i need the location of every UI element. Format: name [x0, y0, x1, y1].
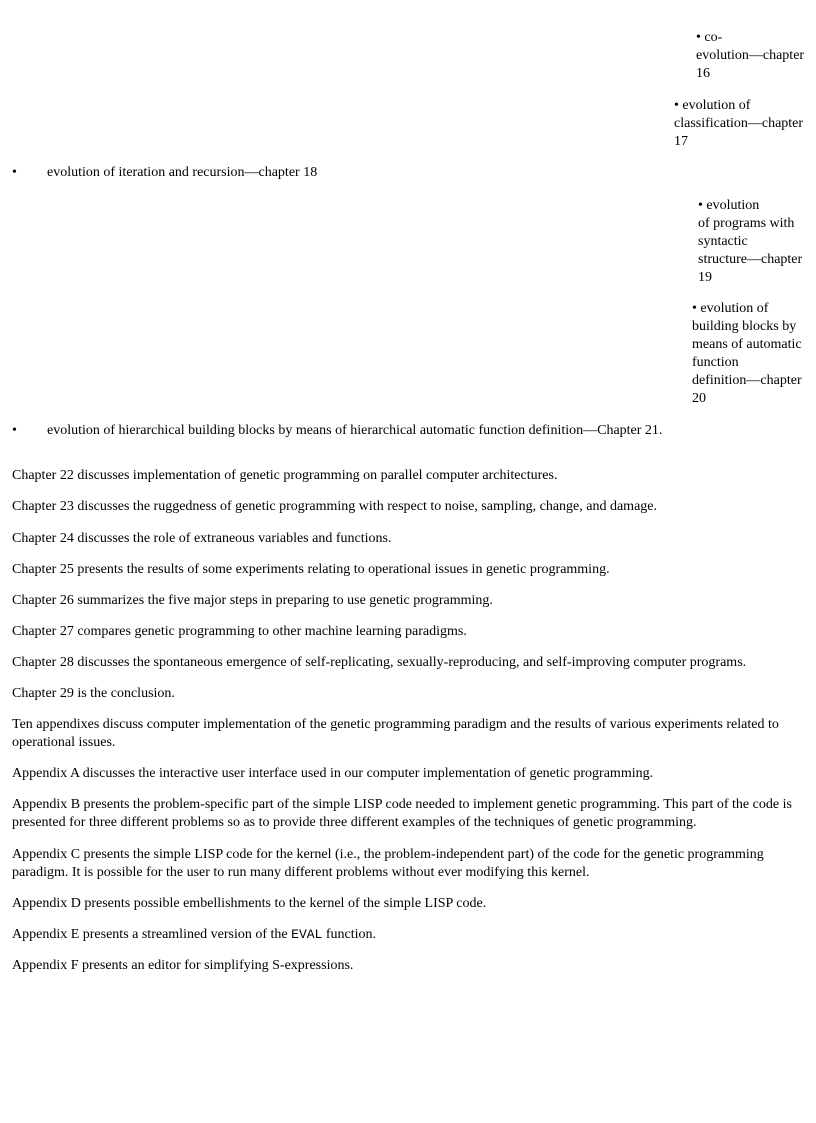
bullet-item-iteration-recursion [12, 164, 802, 182]
paragraph-appendix-f: Appendix F presents an editor for simplifying S-expressions. [12, 958, 354, 973]
eval-function-name: EVAL [291, 927, 323, 942]
paragraph-chapter-27: Chapter 27 compares genetic programming to other machine learning paradigms. [12, 624, 467, 639]
paragraph-chapter-25: Chapter 25 presents the results of some experiments relating to operational issues in genetic programming. [12, 562, 610, 577]
bullet-item-hierarchical-building-blocks [12, 422, 802, 440]
paragraph-ten-appendixes: Ten appendixes discuss computer implementation of the genetic programming paradigm and the results of various experiments related to operational issues. [12, 717, 779, 750]
paragraph-appendix-d: Appendix D presents possible embellishments to the kernel of the simple LISP code. [12, 896, 487, 911]
bullet-item-automatic-function-definition: • evolution of building blocks by means of automatic function definition—chapter 20 [692, 301, 802, 406]
bullet-item-co-evolution: • co- evolution—chapter 16 [696, 30, 805, 81]
appendix-e-text-before: Appendix E presents a streamlined version of the [12, 927, 292, 942]
bullet-text: evolution of hierarchical building blocks by means of hierarchical automatic function definition—Chapter 21. [47, 423, 663, 438]
paragraph-appendix-e [12, 926, 802, 944]
appendix-e-text-after: function. [322, 927, 377, 942]
paragraph-appendix-b: Appendix B presents the problem-specific part of the simple LISP code needed to implement genetic programming. This part of the code is presented for three different problems so as to provide three different examples of the techniques of genetic programming. [12, 797, 792, 830]
paragraph-chapter-28: Chapter 28 discusses the spontaneous emergence of self-replicating, sexually-reproducing, and self-improving computer programs. [12, 655, 747, 670]
bullet-item-syntactic-structure: • evolution of programs with syntactic structure—chapter 19 [698, 198, 803, 285]
paragraph-chapter-29: Chapter 29 is the conclusion. [12, 686, 175, 701]
paragraph-appendix-c: Appendix C presents the simple LISP code for the kernel (i.e., the problem-independent part) of the code for the genetic programming paradigm. It is possible for the user to run many different problems without ever modifying this kernel. [12, 847, 764, 880]
paragraph-chapter-26: Chapter 26 summarizes the five major steps in preparing to use genetic programming. [12, 593, 493, 608]
paragraph-chapter-23: Chapter 23 discusses the ruggedness of genetic programming with respect to noise, sampling, change, and damage. [12, 499, 657, 514]
bullet-marker: • [12, 165, 17, 180]
bullet-text: evolution of iteration and recursion—chapter 18 [47, 165, 318, 180]
paragraph-chapter-24: Chapter 24 discusses the role of extraneous variables and functions. [12, 531, 392, 546]
paragraph-chapter-22: Chapter 22 discusses implementation of genetic programming on parallel computer architectures. [12, 468, 558, 483]
bullet-marker: • [12, 423, 17, 438]
bullet-item-evolution-of-classification: • evolution of classification—chapter 17 [674, 98, 804, 149]
paragraph-appendix-a: Appendix A discusses the interactive user interface used in our computer implementation of genetic programming. [12, 766, 654, 781]
